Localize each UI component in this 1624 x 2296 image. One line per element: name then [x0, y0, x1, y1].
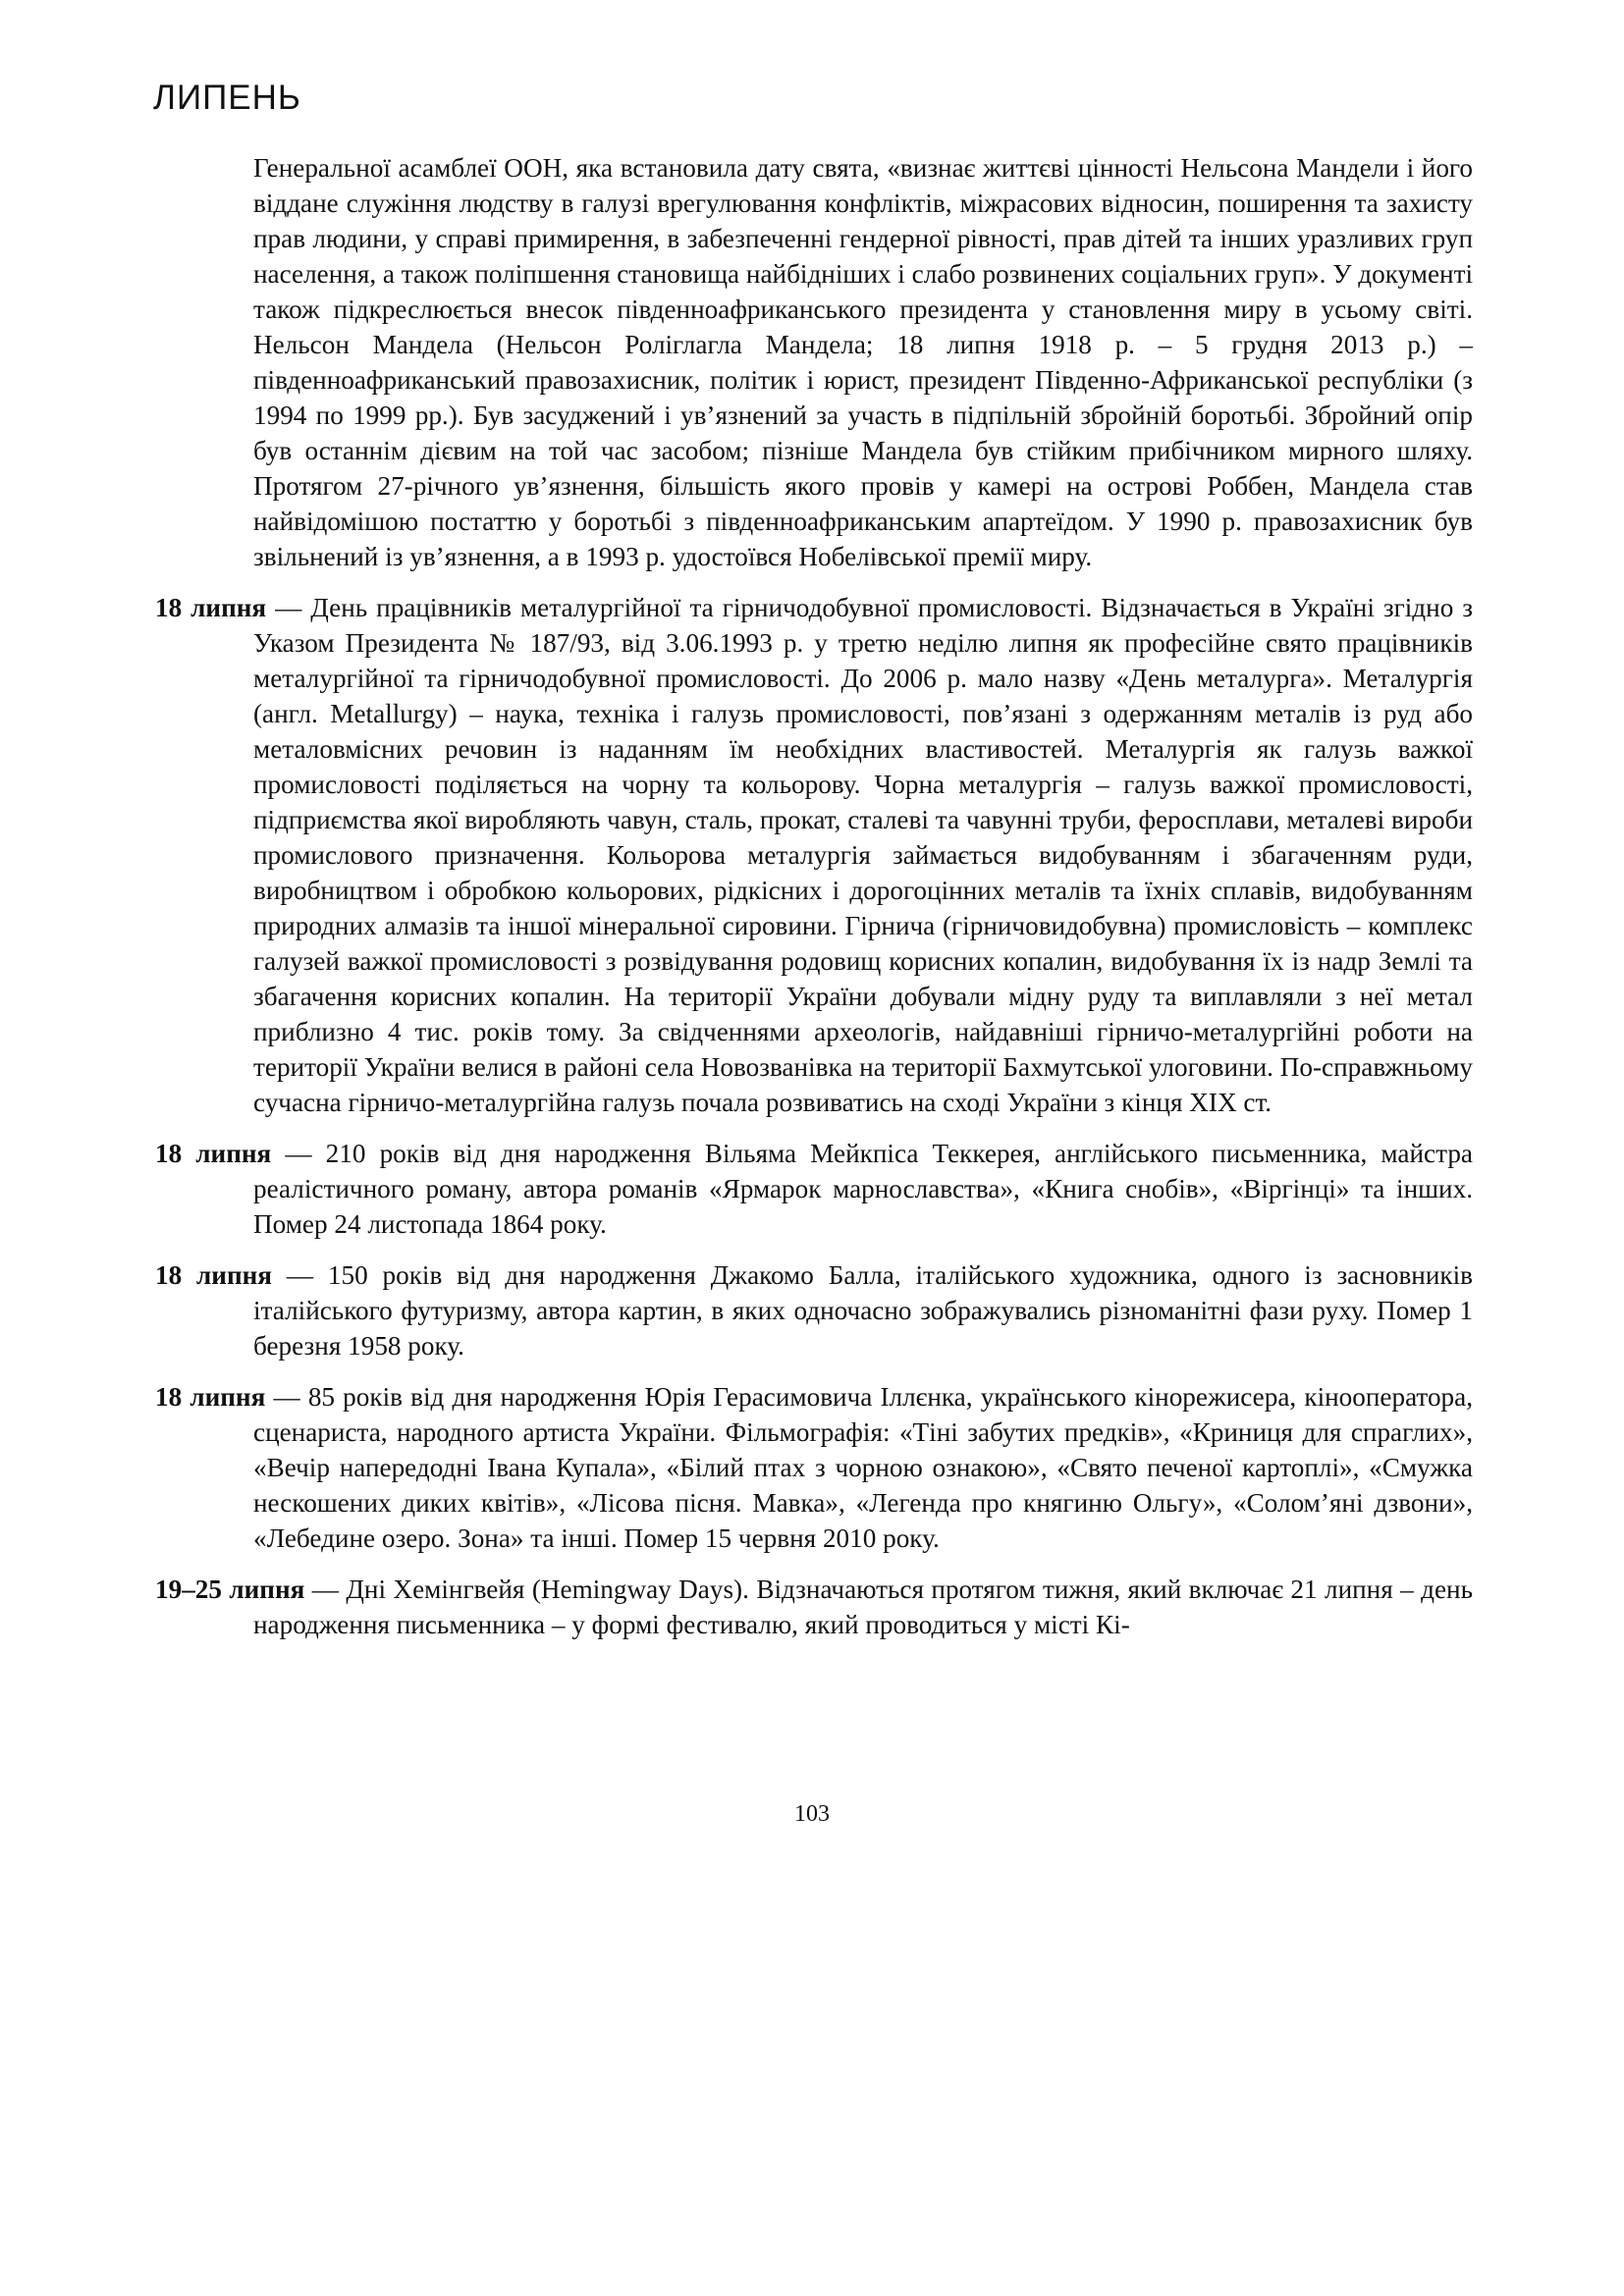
- entry-date: 18 липня: [155, 1260, 272, 1290]
- entry-date: 18 липня: [155, 593, 267, 622]
- entry-date: 19–25 липня: [155, 1575, 305, 1604]
- entry-illienko: [155, 1379, 1473, 1556]
- entry-separator: —: [265, 1382, 308, 1412]
- entry-text: День працівників металургійної та гірничодобувної промисловості. Відзначається в Україні згідно з Указом Президента № 187/93, від 3.06.1993 р. у третю неділю липня як професійне свято працівників металургійної та гірничодобувної промисловості. До 2006 р. мало назву «День металурга». Металургія (англ. Metallurgy) – наука, техніка і галузь промисловості, пов’язані з одержанням металів із руд або металовмісних речовин із наданням їм необхідних властивостей. Металургія як галузь важкої промисловості поділяється на чорну та кольорову. Чорна металургія – галузь важкої промисловості, підприємства якої виробляють чавун, сталь, прокат, сталеві та чавунні труби, феросплави, металеві вироби промислового призначення. Кольорова металургія займається видобуванням і збагаченням руди, виробництвом і обробкою кольорових, рідкісних і дорогоцінних металів та їхніх сплавів, видобуванням природних алмазів та іншої мінеральної сировини. Гірнича (гірничовидобувна) промисловість – комплекс галузей важкої промисловості з розвідування родовищ корисних копалин, видобування їх із надр Землі та збагачення корисних копалин. На території України добували мідну руду та виплавляли з неї метал приблизно 4 тис. років тому. За свідченнями археологів, найдавніші гірничо-металургійні роботи на території України велися в районі села Новозванівка на території Бахмутської улоговини. По-справжньому сучасна гірничо-металургійна галузь почала розвиватись на сході України з кінця XIX ст.: [253, 593, 1474, 1117]
- entry-text: Дні Хемінгвейя (Hemingway Days). Відзначаються протягом тижня, який включає 21 липня – день народження письменника – у формі фестивалю, який проводиться у місті Кі-: [253, 1575, 1473, 1639]
- entry-separator: —: [271, 1139, 326, 1168]
- entry-continuation-mandela: [155, 150, 1473, 574]
- entry-thackeray: [155, 1136, 1473, 1242]
- page-body: [155, 150, 1473, 1658]
- entry-text: 210 років від дня народження Вільяма Мейкпіса Теккерея, англійського письменника, майстра реалістичного роману, автора романів «Ярмарок марнославства», «Книга снобів», «Віргінці» та інших. Помер 24 листопада 1864 року.: [253, 1139, 1473, 1239]
- entry-date: 18 липня: [155, 1139, 272, 1168]
- entry-separator: —: [272, 1260, 328, 1290]
- running-title: ЛИПЕНЬ: [153, 79, 301, 117]
- entry-date: 18 липня: [155, 1382, 266, 1412]
- entry-text: 85 років від дня народження Юрія Герасимовича Іллєнка, українського кінорежисера, кінооператора, сценариста, народного артиста України. Фільмографія: «Тіні забутих предків», «Криниця для спраглих», «Вечір напередодні Івана Купала», «Білий птах з чорною ознакою», «Свято печеної картоплі», «Смужка нескошених диких квітів», «Лісова пісня. Мавка», «Легенда про княгиню Ольгу», «Солом’яні дзвони», «Лебедине озеро. Зона» та інші. Помер 15 червня 2010 року.: [253, 1382, 1474, 1553]
- entry-separator: —: [304, 1575, 347, 1604]
- entry-text: 150 років від дня народження Джакомо Балла, італійського художника, одного із засновників італійського футуризму, автора картин, в яких одночасно зображувались різноманітні фази руху. Помер 1 березня 1958 року.: [253, 1260, 1473, 1361]
- entry-text: Генеральної асамблеї ООН, яка встановила дату свята, «визнає життєві цінності Нельсона Мандели і його віддане служіння людству в галузі врегулювання конфліктів, міжрасових відносин, поширення та захисту прав людини, у справі примирення, в забезпеченні гендерної рівності, прав дітей та інших уразливих груп населення, а також поліпшення становища найбідніших і слабо розвинених соціальних груп». У документі також підкреслюється внесок південноафриканського президента у становлення миру в усьому світі. Нельсон Мандела (Нельсон Роліглагла Мандела; 18 липня 1918 р. – 5 грудня 2013 р.) – південноафриканський правозахисник, політик і юрист, президент Південно-Африканської республіки (з 1994 по 1999 рр.). Був засуджений і ув’язнений за участь в підпільній збройній боротьбі. Збройний опір був останнім дієвим на той час засобом; пізніше Мандела був стійким прибічником мирного шляху. Протягом 27-річного ув’язнення, більшість якого провів у камері на острові Роббен, Мандела став найвідомішою постаттю у боротьбі з південноафриканським апартеїдом. У 1990 р. правозахисник був звільнений із ув’язнення, а в 1993 р. удостоївся Нобелівської премії миру.: [253, 153, 1474, 571]
- entry-separator: —: [266, 593, 311, 622]
- entry-hemingway-days: [155, 1572, 1473, 1642]
- entry-metallurgy-day: [155, 590, 1473, 1120]
- page-number: 103: [794, 1801, 830, 1827]
- entry-balla: [155, 1257, 1473, 1363]
